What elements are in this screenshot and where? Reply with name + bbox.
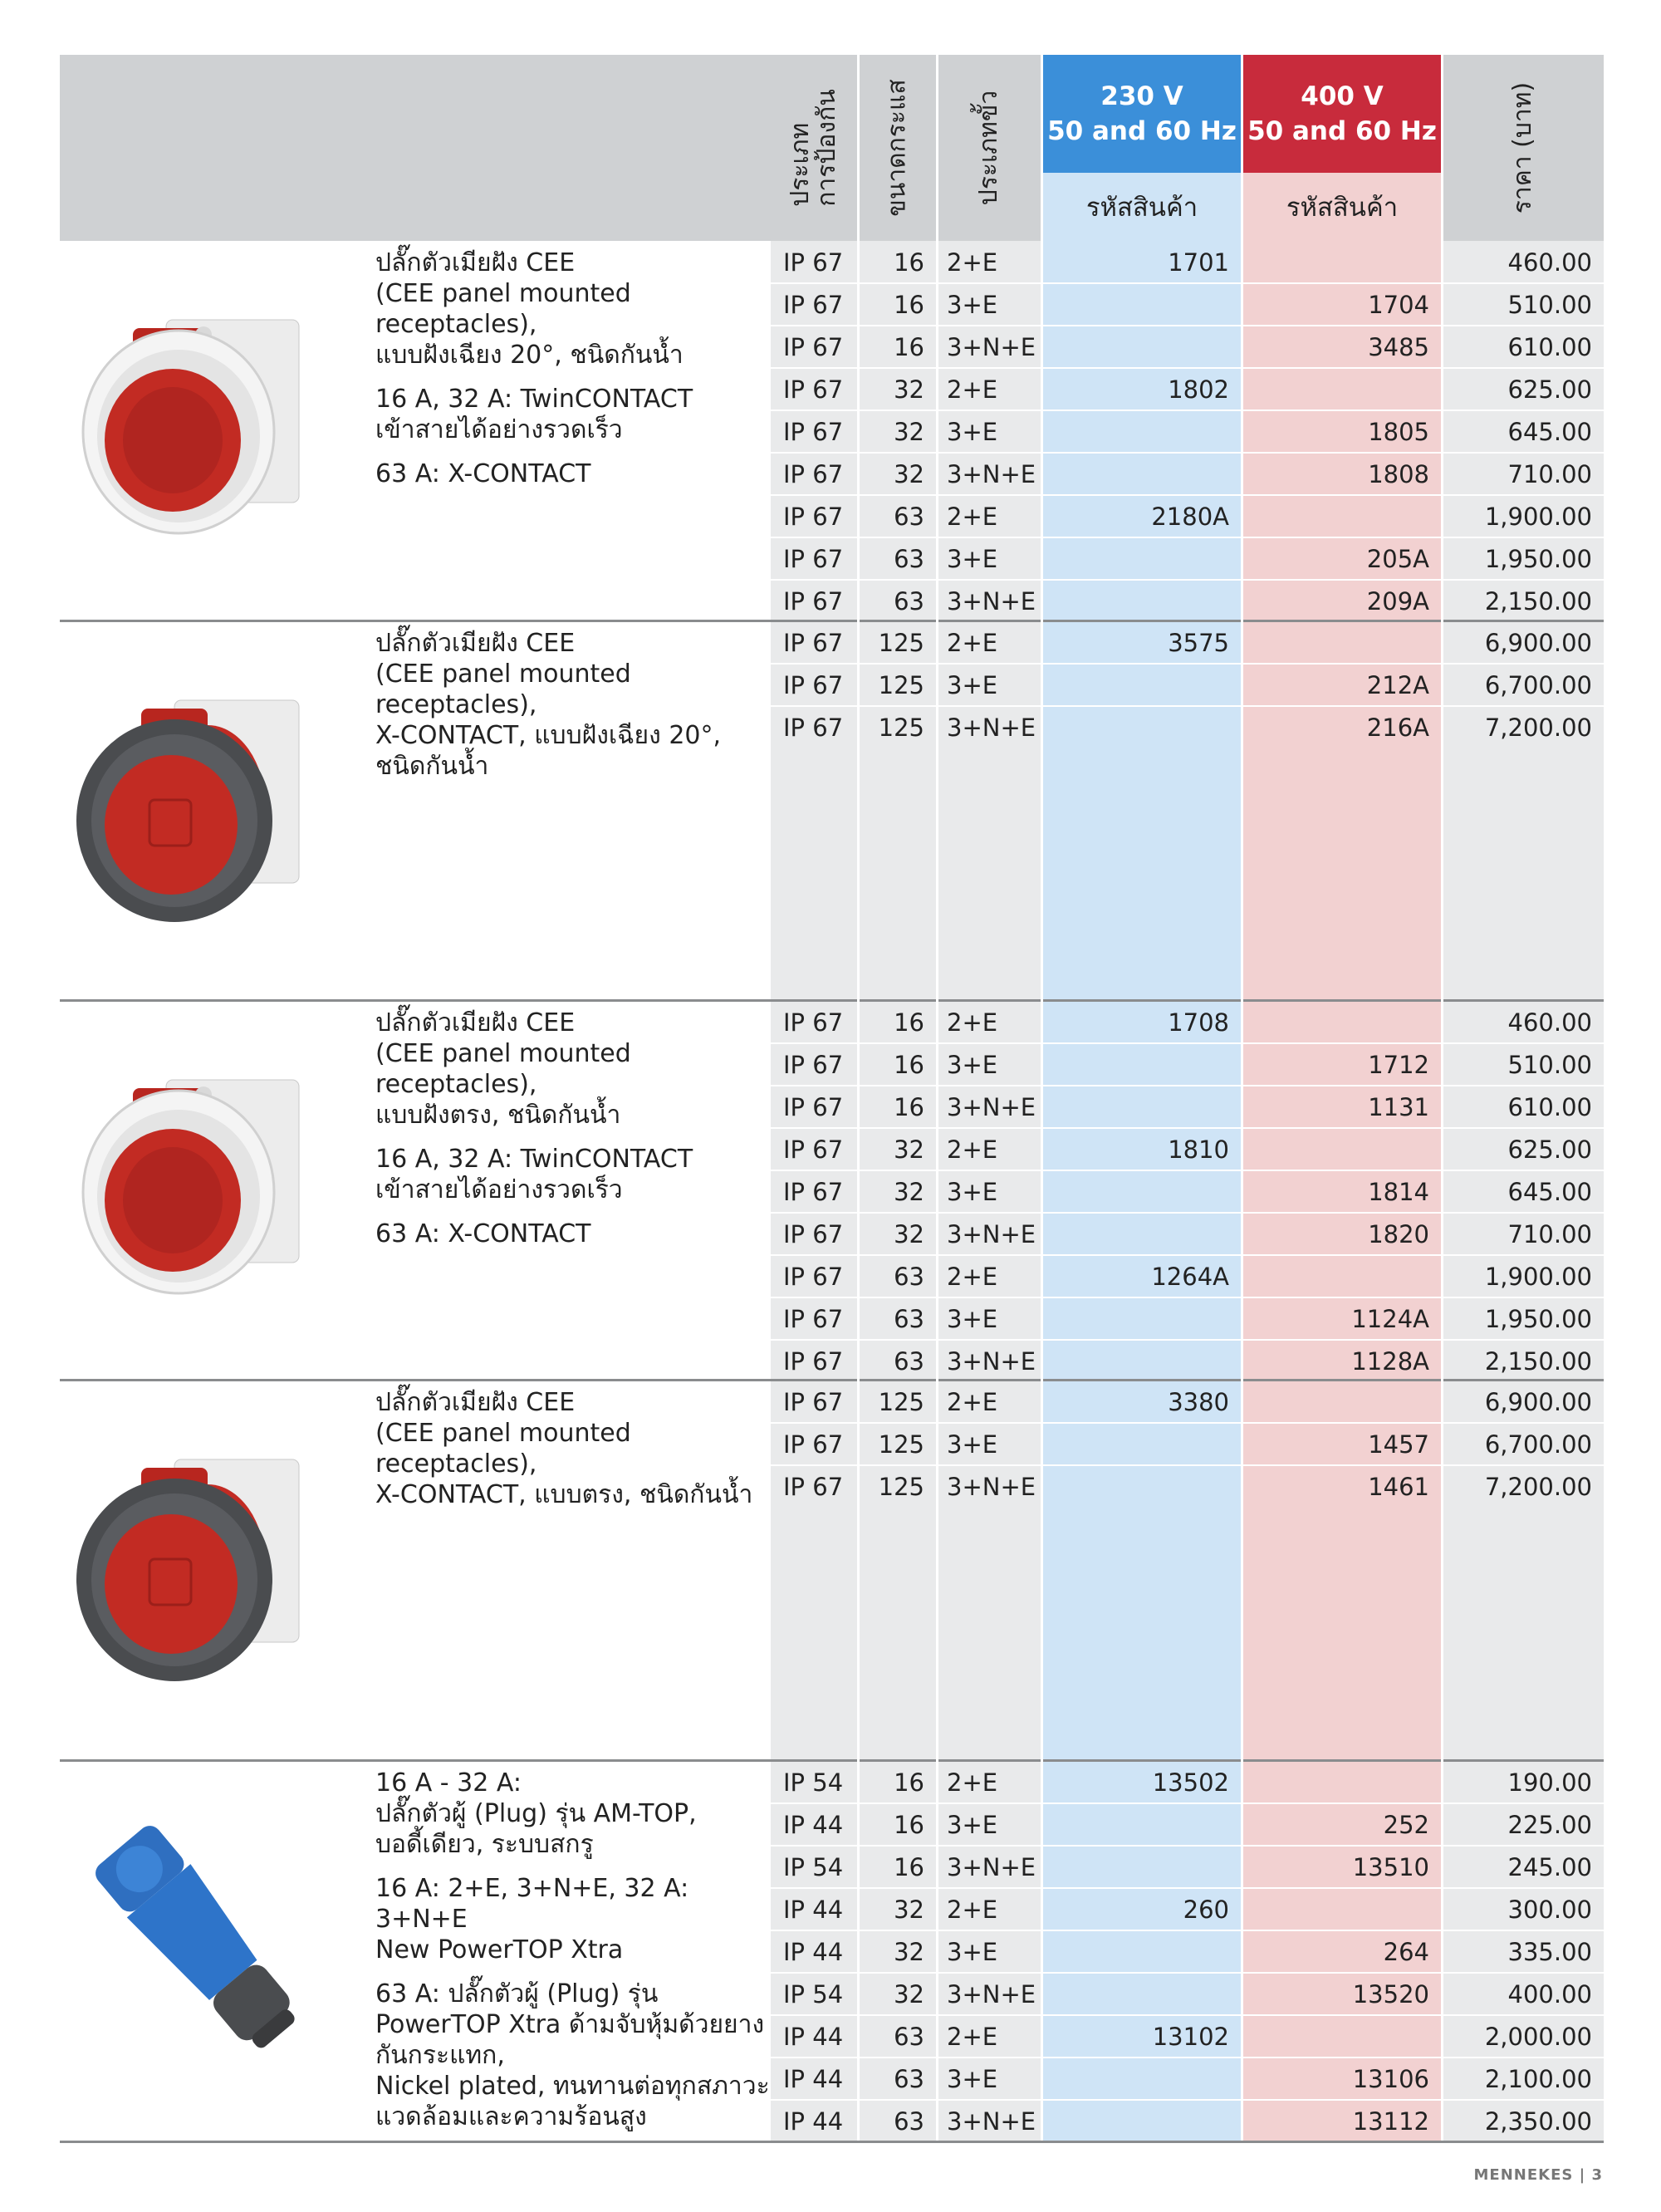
poles-cell: 3+N+E <box>947 1093 1036 1121</box>
protection-cell: IP 44 <box>783 2065 844 2093</box>
column-separator <box>1441 55 1443 2141</box>
section-description <box>375 628 774 795</box>
protection-cell: IP 44 <box>783 2023 844 2051</box>
row-divider <box>771 537 1604 538</box>
code-400v-cell: 212A <box>1366 671 1429 699</box>
protection-cell: IP 67 <box>783 1135 844 1164</box>
section-description <box>375 1387 774 1523</box>
protection-cell: IP 67 <box>783 1263 844 1291</box>
current-cell: 63 <box>894 2065 924 2093</box>
protection-cell: IP 67 <box>783 1388 844 1416</box>
row-divider <box>771 705 1604 707</box>
row-divider <box>771 325 1604 326</box>
description-paragraph: ปลั๊กตัวเมียฝัง CEE (CEE panel mounted receptacles), X-CONTACT, แบบฝังเฉียง 20°, ชนิดกันน้ำ <box>375 629 722 781</box>
header-protection-label: ประเภท การป้องกัน <box>786 89 842 207</box>
row-divider <box>771 663 1604 665</box>
description-paragraph: ปลั๊กตัวเมียฝัง CEE (CEE panel mounted receptacles), แบบฝังตรง, ชนิดกันน้ำ <box>375 1008 631 1130</box>
product-image <box>66 287 316 556</box>
poles-cell: 3+N+E <box>947 333 1036 361</box>
code-400v-cell: 216A <box>1366 714 1429 742</box>
price-cell: 1,900.00 <box>1484 1263 1592 1291</box>
current-cell: 16 <box>894 1853 924 1881</box>
protection-cell: IP 67 <box>783 1051 844 1079</box>
protection-cell: IP 67 <box>783 1220 844 1248</box>
section-description <box>375 248 774 503</box>
row-divider <box>771 1845 1604 1847</box>
protection-cell: IP 44 <box>783 1811 844 1839</box>
section-divider <box>60 2141 1604 2143</box>
current-cell: 63 <box>894 1305 924 1333</box>
price-cell: 6,900.00 <box>1484 629 1592 657</box>
row-divider <box>771 282 1604 284</box>
protection-cell: IP 67 <box>783 418 844 446</box>
poles-cell: 2+E <box>947 2023 998 2051</box>
price-cell: 645.00 <box>1507 1178 1592 1206</box>
price-cell: 2,150.00 <box>1484 587 1592 616</box>
header-400v-code: รหัสสินค้า <box>1286 193 1399 223</box>
code-230v-cell: 1708 <box>1168 1008 1229 1037</box>
code-400v-cell: 13510 <box>1352 1853 1429 1881</box>
product-image <box>66 1426 316 1695</box>
code-400v-cell: 1820 <box>1368 1220 1429 1248</box>
current-cell: 63 <box>894 587 924 616</box>
current-cell: 32 <box>894 1938 924 1966</box>
code-400v-cell: 1461 <box>1368 1473 1429 1501</box>
row-divider <box>771 579 1604 581</box>
code-400v-cell: 1814 <box>1368 1178 1429 1206</box>
poles-cell: 2+E <box>947 1135 998 1164</box>
current-cell: 16 <box>894 1768 924 1797</box>
poles-cell: 3+N+E <box>947 587 1036 616</box>
description-paragraph: 16 A: 2+E, 3+N+E, 32 A: 3+N+E New PowerTOP Xtra <box>375 1874 689 1964</box>
poles-cell: 2+E <box>947 1896 998 1924</box>
poles-cell: 2+E <box>947 1388 998 1416</box>
current-cell: 32 <box>894 418 924 446</box>
price-cell: 610.00 <box>1507 333 1592 361</box>
poles-cell: 3+E <box>947 2065 998 2093</box>
header-price <box>1443 55 1604 241</box>
protection-cell: IP 67 <box>783 1430 844 1459</box>
row-divider <box>771 410 1604 411</box>
description-paragraph: 16 A - 32 A: ปลั๊กตัวผู้ (Plug) รุ่น AM-TOP, บอดี้เดียว, ระบบสกรู <box>375 1768 697 1859</box>
dark-panel-receptacle-angled-image <box>66 667 316 933</box>
header-current <box>860 55 936 241</box>
poles-cell: 3+N+E <box>947 1220 1036 1248</box>
code-230v-cell: 3380 <box>1168 1388 1229 1416</box>
section-description <box>375 1008 774 1263</box>
code-400v-cell: 13520 <box>1352 1980 1429 2008</box>
description-paragraph: ปลั๊กตัวเมียฝัง CEE (CEE panel mounted receptacles), X-CONTACT, แบบตรง, ชนิดกันน้ำ <box>375 1388 753 1509</box>
code-230v-cell: 1264A <box>1151 1263 1229 1291</box>
price-cell: 225.00 <box>1507 1811 1592 1839</box>
price-cell: 710.00 <box>1507 1220 1592 1248</box>
poles-cell: 3+E <box>947 1051 998 1079</box>
row-divider <box>771 367 1604 369</box>
row-divider <box>771 2099 1604 2101</box>
current-cell: 16 <box>894 1008 924 1037</box>
price-cell: 6,700.00 <box>1484 1430 1592 1459</box>
row-divider <box>771 1887 1604 1889</box>
price-cell: 510.00 <box>1507 291 1592 319</box>
poles-cell: 3+E <box>947 671 998 699</box>
poles-cell: 2+E <box>947 248 998 277</box>
poles-cell: 2+E <box>947 629 998 657</box>
description-paragraph: 63 A: ปลั๊กตัวผู้ (Plug) รุ่น PowerTOP Xtra ด้ามจับหุ้มด้วยยาง กันกระแทก, Nickel plated, ทนทานต่อทุกสภาวะ แวดล้อมและความร้อนสูง <box>375 1979 770 2131</box>
code-400v-cell: 209A <box>1366 587 1429 616</box>
current-cell: 32 <box>894 1220 924 1248</box>
code-400v-cell: 1128A <box>1351 1347 1429 1376</box>
price-cell: 1,900.00 <box>1484 503 1592 531</box>
price-cell: 400.00 <box>1507 1980 1592 2008</box>
poles-cell: 3+N+E <box>947 460 1036 488</box>
row-divider <box>771 1930 1604 1931</box>
code-230v-cell: 2180A <box>1151 503 1229 531</box>
row-divider <box>771 1422 1604 1424</box>
code-400v-cell: 1131 <box>1368 1093 1429 1121</box>
code-400v-cell: 13106 <box>1352 2065 1429 2093</box>
poles-cell: 3+E <box>947 418 998 446</box>
current-cell: 32 <box>894 1178 924 1206</box>
current-cell: 32 <box>894 1980 924 2008</box>
header-400v-line1: 400 V <box>1301 81 1384 111</box>
price-cell: 7,200.00 <box>1484 1473 1592 1501</box>
code-230v-cell: 13102 <box>1152 2023 1229 2051</box>
current-cell: 63 <box>894 503 924 531</box>
current-cell: 63 <box>894 2023 924 2051</box>
red-panel-receptacle-angled-image <box>66 287 316 552</box>
description-paragraph: 16 A, 32 A: TwinCONTACT เข้าสายได้อย่างรวดเร็ว <box>375 1145 693 1204</box>
dark-panel-receptacle-straight-image <box>66 1426 316 1692</box>
code-400v-cell: 1808 <box>1368 460 1429 488</box>
poles-cell: 3+E <box>947 1938 998 1966</box>
poles-cell: 2+E <box>947 375 998 404</box>
price-cell: 710.00 <box>1507 460 1592 488</box>
current-cell: 125 <box>878 1473 924 1501</box>
current-cell: 63 <box>894 1263 924 1291</box>
protection-cell: IP 44 <box>783 1896 844 1924</box>
price-cell: 2,100.00 <box>1484 2065 1592 2093</box>
column-separator <box>857 55 860 2141</box>
current-cell: 32 <box>894 1896 924 1924</box>
price-cell: 460.00 <box>1507 248 1592 277</box>
current-cell: 16 <box>894 248 924 277</box>
price-cell: 625.00 <box>1507 375 1592 404</box>
blue-plug-image <box>66 1807 316 2072</box>
section-divider <box>60 620 1604 622</box>
poles-cell: 2+E <box>947 1768 998 1797</box>
row-divider <box>771 1170 1604 1171</box>
code-400v-cell: 1704 <box>1368 291 1429 319</box>
row-divider <box>771 1085 1604 1086</box>
current-cell: 125 <box>878 714 924 742</box>
protection-cell: IP 67 <box>783 714 844 742</box>
protection-cell: IP 67 <box>783 248 844 277</box>
product-image <box>66 1807 316 2076</box>
protection-cell: IP 44 <box>783 2107 844 2136</box>
section-divider <box>60 999 1604 1002</box>
current-cell: 63 <box>894 2107 924 2136</box>
price-cell: 2,350.00 <box>1484 2107 1592 2136</box>
code-230v-cell: 1701 <box>1168 248 1229 277</box>
poles-cell: 3+E <box>947 1811 998 1839</box>
price-cell: 2,000.00 <box>1484 2023 1592 2051</box>
price-cell: 510.00 <box>1507 1051 1592 1079</box>
row-divider <box>771 1127 1604 1129</box>
header-230v-line1: 230 V <box>1100 81 1183 111</box>
header-protection <box>771 55 857 241</box>
code-400v-cell: 252 <box>1383 1811 1429 1839</box>
protection-cell: IP 67 <box>783 375 844 404</box>
section-divider <box>60 1759 1604 1762</box>
current-cell: 125 <box>878 1388 924 1416</box>
current-cell: 125 <box>878 1430 924 1459</box>
protection-cell: IP 67 <box>783 545 844 573</box>
page-footer: MENNEKES | 3 <box>1473 2166 1603 2184</box>
header-current-label: ขนาดกระแส <box>883 79 913 217</box>
price-cell: 335.00 <box>1507 1938 1592 1966</box>
code-400v-cell: 1457 <box>1368 1430 1429 1459</box>
price-cell: 7,200.00 <box>1484 714 1592 742</box>
row-divider <box>771 1212 1604 1214</box>
row-divider <box>771 452 1604 454</box>
current-cell: 63 <box>894 1347 924 1376</box>
current-cell: 16 <box>894 333 924 361</box>
protection-cell: IP 67 <box>783 291 844 319</box>
current-cell: 16 <box>894 1051 924 1079</box>
price-cell: 460.00 <box>1507 1008 1592 1037</box>
price-cell: 190.00 <box>1507 1768 1592 1797</box>
row-divider <box>771 1802 1604 1804</box>
protection-cell: IP 67 <box>783 503 844 531</box>
current-cell: 32 <box>894 1135 924 1164</box>
poles-cell: 2+E <box>947 1263 998 1291</box>
protection-cell: IP 67 <box>783 671 844 699</box>
current-cell: 32 <box>894 375 924 404</box>
code-400v-cell: 264 <box>1383 1938 1429 1966</box>
poles-cell: 3+N+E <box>947 1853 1036 1881</box>
poles-cell: 2+E <box>947 1008 998 1037</box>
poles-cell: 3+N+E <box>947 1473 1036 1501</box>
row-divider <box>771 1254 1604 1256</box>
poles-cell: 3+N+E <box>947 714 1036 742</box>
description-paragraph: 63 A: X-CONTACT <box>375 1219 591 1248</box>
poles-cell: 3+E <box>947 291 998 319</box>
price-cell: 2,150.00 <box>1484 1347 1592 1376</box>
column-separator <box>936 55 938 2141</box>
price-cell: 1,950.00 <box>1484 1305 1592 1333</box>
header-230v-line2: 50 and 60 Hz <box>1047 116 1237 146</box>
product-image <box>66 1047 316 1316</box>
description-paragraph: 63 A: X-CONTACT <box>375 459 591 488</box>
protection-cell: IP 67 <box>783 1473 844 1501</box>
code-400v-cell: 1124A <box>1351 1305 1429 1333</box>
protection-cell: IP 54 <box>783 1980 844 2008</box>
protection-cell: IP 67 <box>783 333 844 361</box>
price-cell: 6,700.00 <box>1484 671 1592 699</box>
protection-cell: IP 67 <box>783 1347 844 1376</box>
header-price-label: ราคา (บาท) <box>1508 81 1538 214</box>
poles-cell: 3+N+E <box>947 2107 1036 2136</box>
section-divider <box>60 1379 1604 1381</box>
protection-cell: IP 67 <box>783 1178 844 1206</box>
description-paragraph: ปลั๊กตัวเมียฝัง CEE (CEE panel mounted receptacles), แบบฝังเฉียง 20°, ชนิดกันน้ำ <box>375 248 684 370</box>
protection-cell: IP 67 <box>783 460 844 488</box>
code-230v-cell: 3575 <box>1168 629 1229 657</box>
price-cell: 245.00 <box>1507 1853 1592 1881</box>
current-cell: 32 <box>894 460 924 488</box>
poles-cell: 3+E <box>947 1305 998 1333</box>
row-divider <box>771 1339 1604 1341</box>
row-divider <box>771 1297 1604 1298</box>
protection-cell: IP 67 <box>783 1008 844 1037</box>
code-400v-cell: 1805 <box>1368 418 1429 446</box>
current-cell: 125 <box>878 629 924 657</box>
poles-cell: 3+E <box>947 545 998 573</box>
price-cell: 625.00 <box>1507 1135 1592 1164</box>
price-cell: 6,900.00 <box>1484 1388 1592 1416</box>
column-separator <box>1241 55 1243 2141</box>
code-230v-cell: 13502 <box>1152 1768 1229 1797</box>
code-230v-cell: 1810 <box>1168 1135 1229 1164</box>
description-paragraph: 16 A, 32 A: TwinCONTACT เข้าสายได้อย่างรวดเร็ว <box>375 385 693 444</box>
protection-cell: IP 67 <box>783 1093 844 1121</box>
poles-cell: 3+N+E <box>947 1980 1036 2008</box>
poles-cell: 3+E <box>947 1178 998 1206</box>
protection-cell: IP 54 <box>783 1853 844 1881</box>
current-cell: 16 <box>894 1093 924 1121</box>
header-poles-label: ประเภทขั้ว <box>974 90 1004 206</box>
current-cell: 63 <box>894 545 924 573</box>
price-cell: 1,950.00 <box>1484 545 1592 573</box>
protection-cell: IP 67 <box>783 1305 844 1333</box>
section-description <box>375 1768 774 2146</box>
current-cell: 16 <box>894 291 924 319</box>
column-separator <box>1041 55 1043 2141</box>
row-divider <box>771 2014 1604 2016</box>
row-divider <box>771 1464 1604 1466</box>
current-cell: 125 <box>878 671 924 699</box>
price-cell: 300.00 <box>1507 1896 1592 1924</box>
code-230v-cell: 260 <box>1183 1896 1229 1924</box>
row-divider <box>771 1042 1604 1044</box>
price-cell: 645.00 <box>1507 418 1592 446</box>
code-230v-cell: 1802 <box>1168 375 1229 404</box>
header-230v <box>1043 55 1241 173</box>
code-400v-cell: 3485 <box>1368 333 1429 361</box>
header-400v <box>1243 55 1441 173</box>
code-400v-cell: 205A <box>1366 545 1429 573</box>
code-400v-cell: 13112 <box>1352 2107 1429 2136</box>
product-image <box>66 667 316 936</box>
row-divider <box>771 1972 1604 1974</box>
current-cell: 16 <box>894 1811 924 1839</box>
poles-cell: 3+N+E <box>947 1347 1036 1376</box>
poles-cell: 2+E <box>947 503 998 531</box>
poles-cell: 3+E <box>947 1430 998 1459</box>
header-poles <box>938 55 1041 241</box>
protection-cell: IP 67 <box>783 587 844 616</box>
price-cell: 610.00 <box>1507 1093 1592 1121</box>
code-400v-cell: 1712 <box>1368 1051 1429 1079</box>
protection-cell: IP 44 <box>783 1938 844 1966</box>
header-230v-code: รหัสสินค้า <box>1085 193 1198 223</box>
row-divider <box>771 494 1604 496</box>
header-400v-line2: 50 and 60 Hz <box>1247 116 1437 146</box>
protection-cell: IP 54 <box>783 1768 844 1797</box>
protection-cell: IP 67 <box>783 629 844 657</box>
red-panel-receptacle-straight-image <box>66 1047 316 1312</box>
row-divider <box>771 2057 1604 2058</box>
